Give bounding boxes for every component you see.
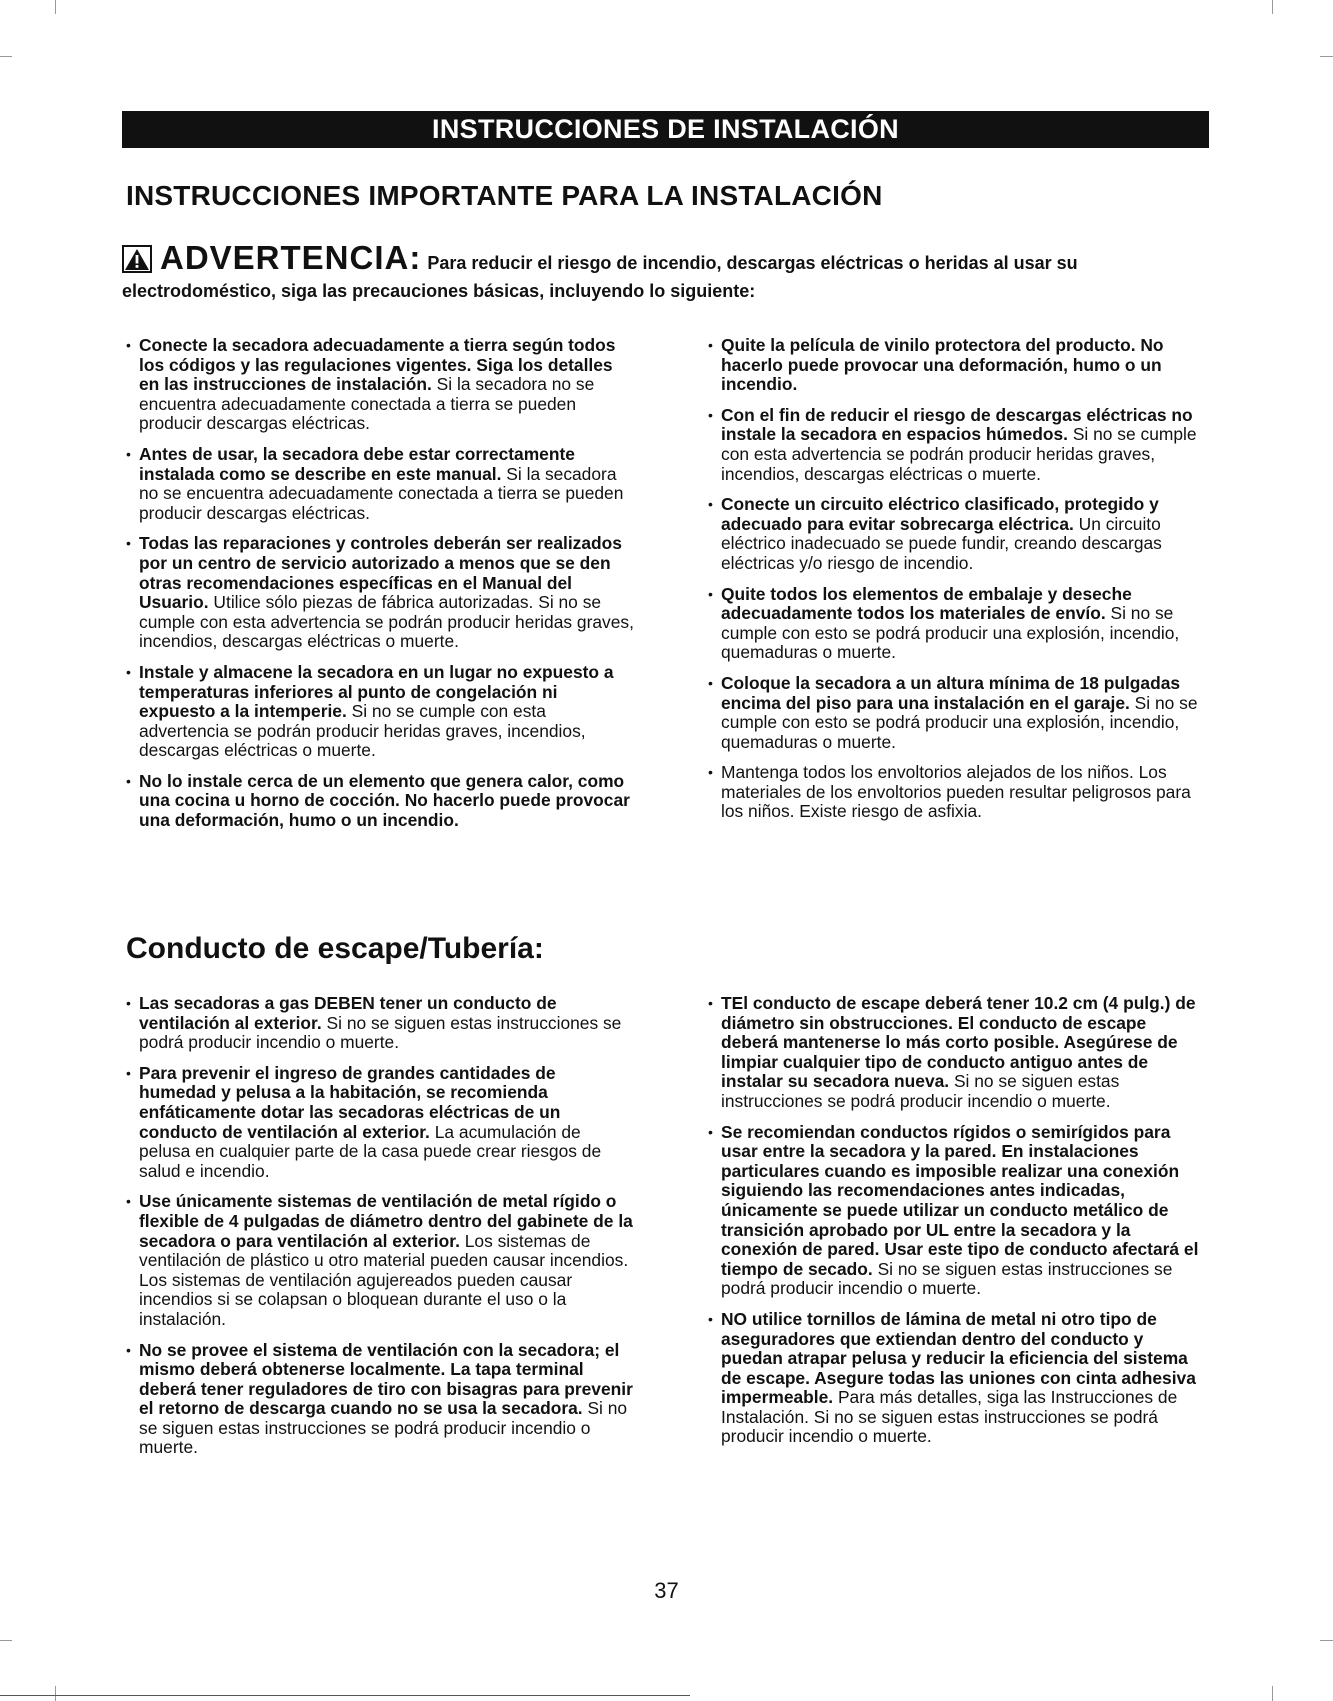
vent-section-title: Conducto de escape/Tubería: [126,932,544,965]
bullet-text: Los sistemas de ventilación de plástico u otro material pueden causar incendios. Los sistemas de ventilación agujereados pueden causar incendios si se colapsan o bloquean durante el uso o la instalación. [139,1230,629,1329]
warning-label: ADVERTENCIA: [160,239,422,276]
warning-text: Para reducir el riesgo de incendio, descargas eléctricas o heridas al usar su electrodoméstico, siga las precauciones básicas, incluyendo lo siguiente: [122,253,1078,301]
bullet-text: La acumulación de pelusa en cualquier parte de la casa puede crear riesgos de salud e incendio. [139,1121,602,1181]
bullet-bold-text: Quite la película de vinilo protectora del producto. No hacerlo puede provocar una deformación, humo o un incendio. [721,335,1164,395]
bullet-bold-text: Quite todos los elementos de embalaje y deseche adecuadamente todos los materiales de envío. [721,583,1132,624]
crop-mark [0,1640,12,1641]
bullet-item [706,994,1206,1112]
bullet-item [124,1064,634,1182]
bullet-bold-text: Coloque la secadora a un altura mínima de 18 pulgadas encima del piso para una instalación en el garaje. [721,672,1181,713]
bullet-item [124,1341,634,1459]
bullet-text: Si no se siguen estas instrucciones se podrá producir incendio o muerte. [721,1071,1120,1111]
bullet-item [124,1192,634,1329]
bullet-text: Si no se siguen estas instrucciones se podrá producir incendio o muerte. [139,1398,628,1458]
crop-mark [1320,56,1333,57]
bullet-bold-text: Para prevenir el ingreso de grandes cantidades de humedad y pelusa a la habitación, se recomienda enfáticamente dotar las secadoras eléctricas de un conducto de ventilación al exterior. [139,1062,561,1142]
bullet-text: Utilice sólo piezas de fábrica autorizadas. Si no se cumple con esta advertencia se podrán producir heridas graves, incendios, descargas eléctricas o muerte. [139,592,634,652]
crop-mark [1272,0,1273,14]
bullet-text: Si no se cumple con esto se podrá producir una explosión, incendio, quemaduras o muerte. [721,603,1180,663]
page-title: INSTRUCCIONES IMPORTANTE PARA LA INSTALACIÓN [126,180,883,211]
bullet-item [124,772,634,831]
warning-block [122,239,1212,305]
bullet-item [124,994,634,1053]
bullet-bold-text: No lo instale cerca de un elemento que genera calor, como una cocina u horno de cocción. No hacerlo puede provocar una deformación, humo o un incendio. [139,770,630,831]
bullet-text: Si la secadora no se encuentra adecuadamente conectada a tierra se pueden producir descargas eléctricas. [139,463,624,523]
bullet-bold-text: Conecte la secadora adecuadamente a tierra según todos los códigos y las regulaciones vigentes. Siga los detalles en las instrucciones de instalación. [139,335,616,395]
bullet-bold-text: NO utilice tornillos de lámina de metal ni otro tipo de aseguradores que extiendan dentro del conducto y puedan atrapar pelusa y reducir la eficiencia del sistema de escape. Asegure todas las uniones con cinta adhesiva impermeable. [721,1308,1196,1408]
bullet-text: Mantenga todos los envoltorios alejados de los niños. Los materiales de los envoltorios pueden resultar peligrosos para los niños. Existe riesgo de asfixia. [721,762,1191,822]
bullet-bold-text: Use únicamente sistemas de ventilación de metal rígido o flexible de 4 pulgadas de diámetro dentro del gabinete de la secadora o para ventilación al exterior. [139,1191,633,1251]
page-number: 37 [654,1578,679,1603]
bullet-item [706,585,1206,663]
bullet-item [706,406,1206,484]
safety-list-left [124,336,634,842]
bullet-text: Si no se cumple con esto se podrá producir una explosión, incendio, quemaduras o muerte. [721,692,1198,752]
divider [0,1695,690,1696]
bullet-text: Para más detalles, siga las Instrucciones de Instalación. Si no se siguen estas instrucciones se podrá producir incendio o muerte. [721,1387,1178,1447]
bullet-text: Un circuito eléctrico inadecuado se puede fundir, creando descargas eléctricas y/o riesgo de incendio. [721,513,1162,573]
bullet-bold-text: Antes de usar, la secadora debe estar correctamente instalada como se describe en este manual. [139,443,575,484]
vent-list-right [706,994,1206,1458]
bullet-text: Si no se cumple con esta advertencia se podrán producir heridas graves, incendios, descargas eléctricas o muerte. [139,701,586,761]
bullet-bold-text: Todas las reparaciones y controles deberán ser realizados por un centro de servicio autorizado a menos que se den otras recomendaciones específicas en el Manual del Usuario. [139,533,622,613]
bullet-item [706,1310,1206,1447]
bullet-bold-text: Instale y almacene la secadora en un lugar no expuesto a temperaturas inferiores al punto de congelación ni expuesto a la intemperie. [139,661,614,722]
bullet-item [124,534,634,652]
bullet-bold-text: Se recomiendan conductos rígidos o semirígidos para usar entre la secadora y la pared. En instalaciones particulares cuando es imposible realizar una conexión siguiendo las recomendaciones antes indicadas, únicamente se puede utilizar un conducto metálico de transición aprobado por UL entre la secadora y la conexión de pared. Usar este tipo de conducto afectará el tiempo de secado. [721,1121,1199,1279]
bullet-item [706,495,1206,573]
bullet-bold-text: Conecte un circuito eléctrico clasificado, protegido y adecuado para evitar sobrecarga eléctrica. [721,494,1159,534]
bullet-text: Si la secadora no se encuentra adecuadamente conectada a tierra se pueden producir descargas eléctricas. [139,374,595,434]
bullet-bold-text: No se provee el sistema de ventilación con la secadora; el mismo deberá obtenerse localmente. La tapa terminal deberá tener reguladores de tiro con bisagras para prevenir el retorno de descarga cuando no se usa la secadora. [139,1339,633,1419]
safety-list-right [706,336,1206,833]
bullet-text: Si no se cumple con esta advertencia se podrán producir heridas graves, incendios, descargas eléctricas o muerte. [721,424,1197,484]
crop-mark [1272,1686,1273,1701]
bullet-bold-text: Con el fin de reducir el riesgo de descargas eléctricas no instale la secadora en espacios húmedos. [721,404,1193,445]
crop-mark [0,56,12,57]
bullet-item [706,763,1206,822]
crop-mark [55,0,56,14]
crop-mark [1320,1640,1333,1641]
section-banner: INSTRUCCIONES DE INSTALACIÓN [122,111,1209,148]
bullet-text: Si no se siguen estas instrucciones se podrá producir incendio o muerte. [139,1012,622,1053]
bullet-item [706,674,1206,752]
bullet-item [124,663,634,761]
bullet-text: Si no se siguen estas instrucciones se podrá producir incendio o muerte. [721,1258,1173,1299]
vent-list-left [124,994,634,1469]
bullet-item [124,445,634,523]
bullet-item [706,1123,1206,1299]
crop-mark [55,1686,56,1701]
bullet-bold-text: TEl conducto de escape deberá tener 10.2 cm (4 pulg.) de diámetro sin obstrucciones. El conducto de escape deberá mantenerse lo más corto posible. Asegúrese de limpiar cualquier tipo de conducto antiguo antes de instalar su secadora nueva. [721,993,1196,1092]
bullet-item [124,336,634,434]
warning-triangle-icon [122,245,152,273]
bullet-bold-text: Las secadoras a gas DEBEN tener un conducto de ventilación al exterior. [139,993,557,1033]
bullet-item [706,336,1206,395]
